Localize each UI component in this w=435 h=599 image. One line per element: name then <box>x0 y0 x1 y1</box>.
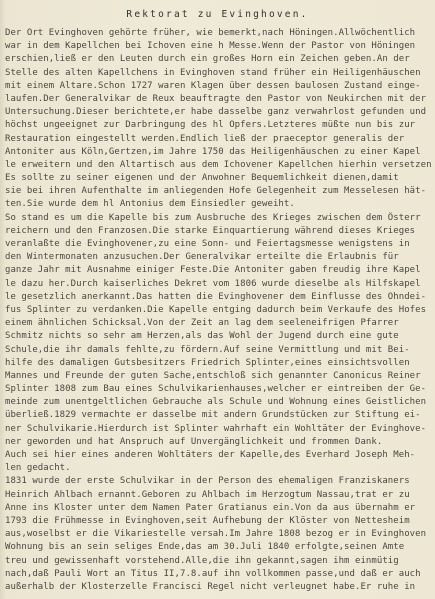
text-line: sie bei ihren Aufenthalte im anliegenden Hofe Gelegenheit zum Messelesen hät- <box>5 186 427 197</box>
text-line: veranlaßte die Evinghovener,zu eine Sonn- und Feiertagsmesse wenigstens in <box>5 239 410 249</box>
text-line: erschien,ließ er den Leuten durch ein großes Horn ein Zeichen geben.An der <box>5 54 410 65</box>
text-line: laufen.Der Generalvikar de Reux beauftragte den Pastor von Neukirchen mit der <box>5 93 427 104</box>
document-title: Rektorat zu Evinghoven. <box>126 9 309 20</box>
text-line: ganze Jahr mit Ausnahme einiger Feste.Die Antoniter gaben freudig ihre Kapel <box>5 265 421 276</box>
text-line: Schmitz nichts so sehr am Herzen,als das Wohl der Jugend durch eine gute <box>5 331 399 342</box>
text-line: treu und gewissenhaft vorstehend.Alle,die ihn gekannt,sagen ihm einmütig <box>5 555 399 566</box>
text-line: überließ.1829 vermachte er dasselbe mit andern Grundstücken zur Stiftung ei- <box>5 410 421 421</box>
text-line: Der Ort Evinghoven gehörte früher, wie bemerkt,nach Höningen.Allwöchentlich <box>5 28 416 38</box>
text-line: mit einem Altare.Schon 1727 waren Klagen über dessen baulosen Zustand einge- <box>5 80 421 91</box>
text-line: höchst ungeeignet zur Darbringung des hl Opfers.Letzteres müßte nun bis zur <box>5 120 416 131</box>
text-line: Auch sei hier eines anderen Wohltäters der Kapelle,des Everhard Joseph Meh- <box>5 450 416 460</box>
text-line: Wohnung bis an sein seliges Ende,das am 30.Juli 1840 erfolgte,seinen Amte <box>5 542 405 553</box>
text-line: len gedacht. <box>5 463 71 474</box>
document-body <box>5 27 433 594</box>
text-line: Stelle des alten Kapellchens in Evinghoven stand früher ein Heiligenhäuschen <box>5 67 421 78</box>
text-line: meinde zum unentgeltlichen Gebrauche als Schule und Wohnung eines Geistlichen <box>5 397 427 408</box>
text-line: Untersuchung.Dieser berichtete,er habe dasselbe ganz verwahrlost gefunden und <box>5 107 427 118</box>
text-line: le erweitern und den Altartisch aus dem Ichovener Kapellchen hierhin versetzen <box>5 159 432 170</box>
text-line: Mannes und Freunde der guten Sache,entschloß sich genannter Canonicus Reiner <box>5 370 421 381</box>
text-line: 1793 die Frühmesse in Evinghoven,seit Aufhebung der Klöster von Nettesheim <box>5 515 410 526</box>
text-line: aus,woselbst er die Vikariestelle versah.Im Jahre 1808 bezog er in Evinghoven <box>5 529 427 540</box>
text-line: So stand es um die Kapelle bis zum Ausbruche des Krieges zwischen dem Österr <box>5 212 421 223</box>
text-line: ten.Sie wurde dem hl Antonius dem Einsiedler geweiht. <box>5 199 295 210</box>
text-line: Es sollte zu seiner eigenen und der Anwohner Bequemlichkeit dienen,damit <box>5 173 399 184</box>
text-line: Restauration eingestellt werden.Endlich ließ der praeceptor generalis der <box>5 133 405 144</box>
text-line: ner Schulvikarie.Hierdurch ist Splinter wahrhaft ein Wohltäter der Evinghove- <box>5 423 427 434</box>
text-line: hilfe des damaligen Gutsbesitzers Friedrich Splinter,eines einsichtsvollen <box>5 357 410 368</box>
text-line: Schule,die ihr damals fehlte,zu fördern.Auf seine Vermittlung und mit Bei- <box>5 344 410 355</box>
text-line: le dazu her.Durch kaiserliches Dekret vom 1806 wurde dieselbe als Hilfskapel <box>5 278 421 289</box>
text-line: außerhalb der Klosterzelle Francisci Regel nicht verleugnet habe.Er ruhe in <box>5 581 416 592</box>
text-line: 1831 wurde der erste Schulvikar in der Person des ehemaligen Franziskaners <box>5 476 410 487</box>
text-line: Splinter 1808 zum Bau eines Schulvikarienhauses,welcher er eintreiben der Ge- <box>5 384 427 395</box>
text-line: Heinrich Ahlbach ernannt.Geboren zu Ahlbach im Herzogtum Nassau,trat er zu <box>5 489 410 500</box>
text-line: war in dem Kapellchen bei Ichoven eine h Messe.Wenn der Pastor von Höningen <box>5 41 416 52</box>
text-line: fus Splinter zu verdanken.Die Kapelle entging dadurch beim Verkaufe des Hofes <box>5 304 427 315</box>
text-line: Antoniter aus Köln,Gertzen,im Jahre 1750 das Heiligenhäuschen zu einer Kapel <box>5 146 421 157</box>
text-line: nach,daß Pauli Wort an Titus II,7.8.auf ihn vollkommen passe,und daß er auch <box>5 568 421 579</box>
text-line: einem ähnlichen Schicksal.Von der Zeit an lag dem seeleneifrigen Pfarrer <box>5 318 399 329</box>
text-line: le gesetzlich anerkannt.Das hatten die Evinghovener dem Einflusse des Ohndei- <box>5 291 427 302</box>
text-line: reichern und den Franzosen.Die starke Einquartierung während dieses Krieges <box>5 225 416 236</box>
text-line: ner geworden und hat Anspruch auf Unvergänglichkeit und frommen Dank. <box>5 436 383 447</box>
text-line: Anne ins Kloster unter dem Namen Pater Gratianus ein.Von da aus übernahm er <box>5 502 416 513</box>
text-line: den Wintermonaten anzusuchen.Der Generalvikar erteilte die Erlaubnis für <box>5 252 399 263</box>
